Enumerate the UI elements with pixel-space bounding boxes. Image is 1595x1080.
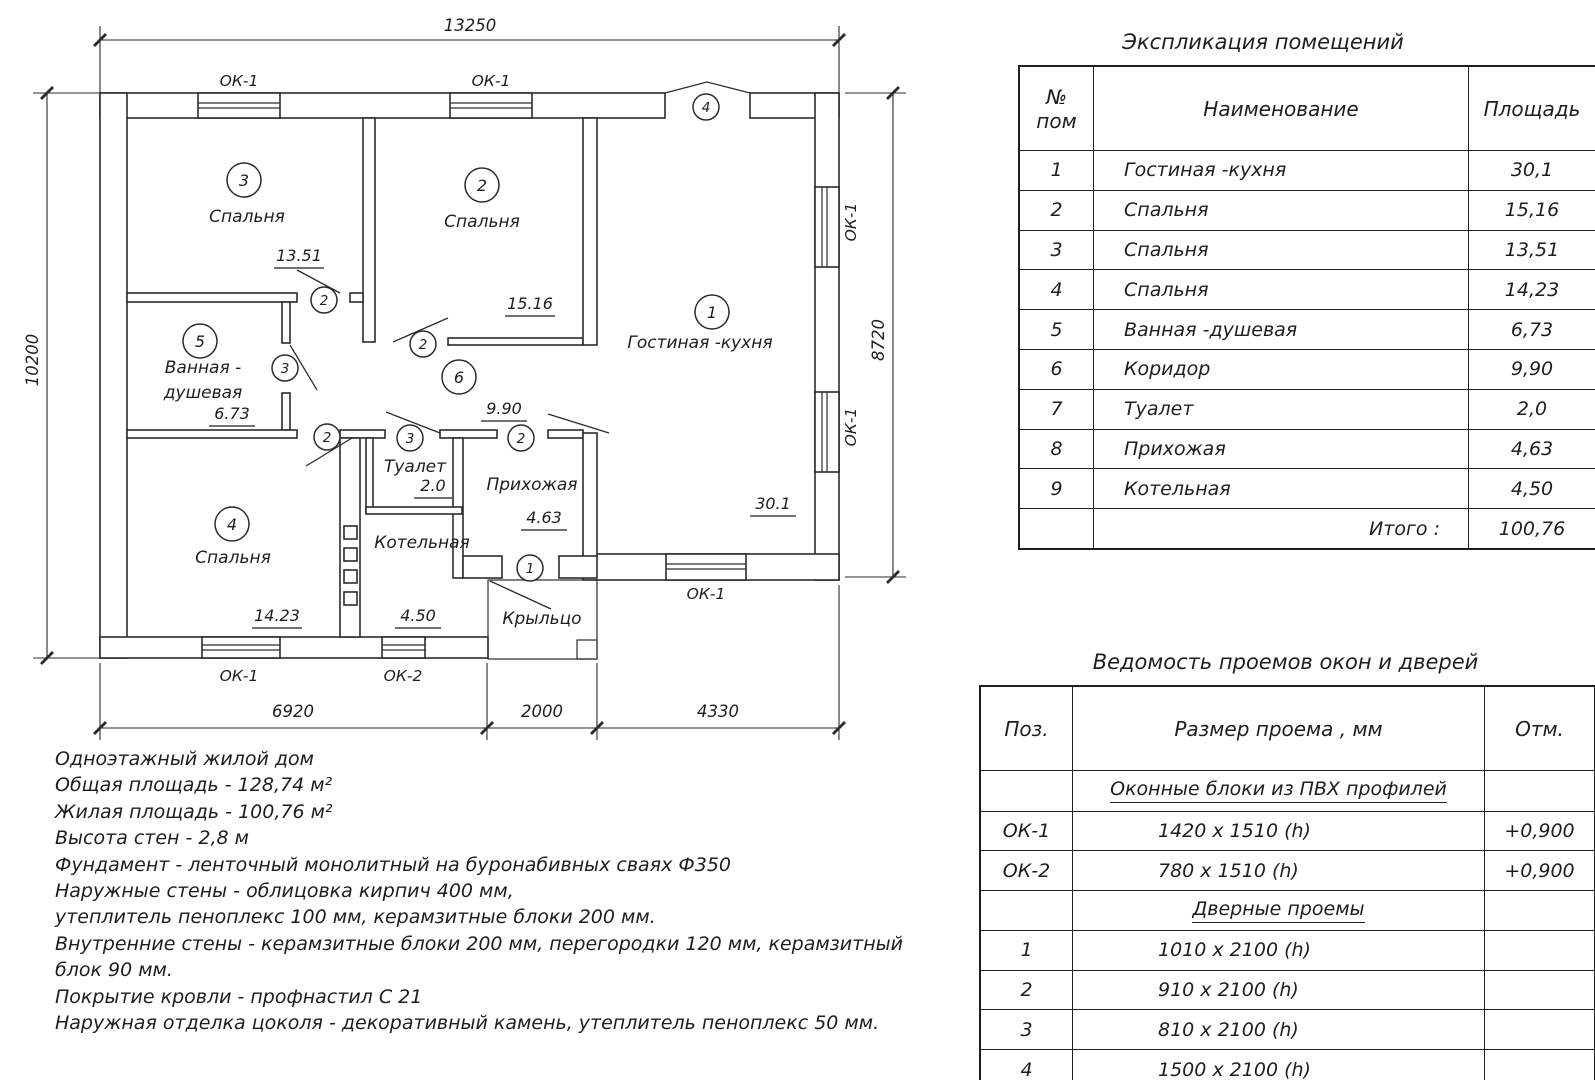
cell-name: Ванная -душевая [1094, 310, 1469, 349]
table-row [1020, 469, 1595, 509]
door-mark: 4 [701, 100, 711, 116]
notes-block [55, 746, 903, 1036]
table-row [1020, 350, 1595, 390]
room-name-bedroom3: Спальня [209, 207, 285, 227]
cell-num: 6 [1020, 350, 1094, 389]
col-header-num-line1: № [1046, 84, 1067, 109]
col-header-num [1020, 67, 1094, 150]
cell-pos-empty [981, 771, 1073, 811]
cell-area: 9,90 [1510, 358, 1554, 381]
window-label-ok1: ОК-1 [842, 202, 860, 242]
total-value: 100,76 [1498, 517, 1566, 540]
table-row [1020, 430, 1595, 470]
table-row [981, 812, 1594, 852]
floor-plan [0, 0, 960, 745]
table-header-row [981, 687, 1594, 771]
cell-area: 30,1 [1510, 159, 1554, 182]
room-num: 6 [453, 368, 465, 387]
window-label-ok1: ОК-1 [219, 72, 259, 90]
door-mark: 1 [525, 561, 535, 577]
cell-name: Прихожая [1094, 430, 1469, 469]
note-line: Внутренние стены - керамзитные блоки 200 мм, перегородки 120 мм, керамзитный [55, 932, 903, 955]
explication-table [1018, 65, 1595, 550]
cell-area: 4,50 [1510, 477, 1554, 500]
cell-num: 1 [1020, 151, 1094, 190]
table-row [981, 971, 1594, 1011]
explication-title: Экспликация помещений [1122, 30, 1404, 54]
cell-name: Спальня [1094, 191, 1469, 230]
col-header-name: Наименование [1094, 67, 1469, 150]
cell-name: Котельная [1094, 469, 1469, 508]
cell-num: 3 [1020, 231, 1094, 270]
room-num: 5 [194, 332, 206, 351]
note-line: утеплитель пеноплекс 100 мм, керамзитные блоки 200 мм. [55, 906, 656, 929]
room-area-boiler: 4.50 [400, 606, 436, 625]
total-label: Итого : [1094, 509, 1469, 548]
table-header-row [1020, 67, 1595, 151]
room-name-living: Гостиная -кухня [627, 333, 773, 353]
table-row [1020, 151, 1595, 191]
cell-pos: 3 [981, 1010, 1073, 1049]
table-row [981, 1050, 1594, 1080]
room-name-bedroom2: Спальня [444, 212, 520, 232]
cell-num: 8 [1020, 430, 1094, 469]
cell-pos: 1 [981, 931, 1073, 970]
cell-pos: 2 [981, 971, 1073, 1010]
cell-area: 13,51 [1504, 238, 1560, 261]
cell-size: 1500 x 2100 (h) [1073, 1050, 1485, 1080]
col-header-size: Размер проема , мм [1073, 687, 1485, 770]
cell-mark: +0,900 [1504, 819, 1575, 842]
cell-num-empty [1020, 509, 1094, 548]
dim-top: 13250 [443, 16, 497, 35]
window-label-ok1: ОК-1 [686, 585, 726, 603]
col-header-mark: Отм. [1515, 716, 1564, 741]
openings-table [979, 685, 1595, 1080]
cell-name: Спальня [1094, 231, 1469, 270]
room-name-wc: Туалет [383, 457, 447, 477]
cell-size: 910 x 2100 (h) [1073, 971, 1485, 1010]
note-line: Общая площадь - 128,74 м² [55, 774, 333, 797]
room-area-bedroom3: 13.51 [276, 246, 322, 265]
room-area-hall: 4.63 [526, 508, 562, 527]
cell-mark [1485, 1050, 1594, 1080]
note-line: Жилая площадь - 100,76 м² [55, 800, 333, 823]
cell-mark-empty [1485, 891, 1594, 930]
table-row [981, 851, 1594, 891]
dim-bottom-right: 4330 [697, 702, 739, 721]
window-label-ok2: ОК-2 [383, 667, 423, 685]
table-row [1020, 390, 1595, 430]
cell-area: 15,16 [1504, 199, 1560, 222]
cell-mark-empty [1485, 771, 1594, 811]
room-area-bath: 6.73 [214, 404, 250, 423]
note-line: Одноэтажный жилой дом [55, 748, 314, 770]
room-area-bedroom2: 15.16 [507, 294, 553, 313]
section-row-windows [981, 771, 1594, 812]
room-name-bedroom4: Спальня [195, 548, 271, 568]
window-label-ok1: ОК-1 [471, 72, 511, 90]
door-mark: 2 [322, 430, 332, 446]
window-label-ok1: ОК-1 [219, 667, 259, 685]
room-name-hall: Прихожая [486, 475, 578, 495]
cell-area: 6,73 [1510, 318, 1554, 341]
cell-mark [1485, 1010, 1594, 1049]
cell-num: 7 [1020, 390, 1094, 429]
door-mark: 2 [516, 431, 526, 447]
room-area-corridor: 9.90 [486, 399, 522, 418]
terrace-door-peak [665, 82, 750, 93]
dim-bottom-mid: 2000 [521, 702, 563, 721]
cell-num: 9 [1020, 469, 1094, 508]
cell-mark [1485, 971, 1594, 1010]
cell-size: 810 x 2100 (h) [1073, 1010, 1485, 1049]
note-line: Высота стен - 2,8 м [55, 827, 250, 850]
table-row [981, 931, 1594, 971]
dim-bottom-left: 6920 [272, 702, 314, 721]
cell-mark: +0,900 [1504, 859, 1575, 882]
cell-name: Коридор [1094, 350, 1469, 389]
cell-name: Туалет [1094, 390, 1469, 429]
table-row [1020, 231, 1595, 271]
cell-name: Спальня [1094, 270, 1469, 309]
cell-area: 2,0 [1516, 398, 1548, 421]
cell-num: 5 [1020, 310, 1094, 349]
openings-title: Ведомость проемов окон и дверей [1092, 650, 1479, 674]
cell-pos: 4 [981, 1050, 1073, 1080]
cell-area: 4,63 [1510, 437, 1554, 460]
col-header-pos: Поз. [981, 687, 1073, 770]
table-total-row [1020, 509, 1595, 548]
note-line: Покрытие кровли - профнастил С 21 [55, 985, 423, 1008]
col-header-num-line2: пом [1036, 108, 1077, 133]
cell-area: 14,23 [1504, 278, 1560, 301]
table-row [1020, 310, 1595, 350]
window-label-ok1: ОК-1 [842, 407, 860, 447]
table-row [1020, 270, 1595, 310]
room-area-living: 30.1 [755, 494, 791, 513]
cell-size: 1010 x 2100 (h) [1073, 931, 1485, 970]
room-name-boiler: Котельная [374, 533, 470, 553]
section-label-windows [1073, 771, 1485, 811]
door-mark: 3 [280, 361, 290, 377]
section-row-doors [981, 891, 1594, 931]
cell-mark [1485, 931, 1594, 970]
section-label-doors [1073, 891, 1485, 930]
door-mark: 2 [319, 293, 329, 309]
room-num: 2 [476, 176, 488, 195]
room-name-bath-1: Ванная - [164, 358, 242, 378]
cell-num: 2 [1020, 191, 1094, 230]
cell-pos-empty [981, 891, 1073, 930]
cell-size: 1420 x 1510 (h) [1073, 812, 1485, 851]
cell-name: Гостиная -кухня [1094, 151, 1469, 190]
room-num: 3 [238, 171, 250, 190]
note-line: Фундамент - ленточный монолитный на буронабивных сваях Ф350 [55, 853, 732, 876]
table-row [1020, 191, 1595, 231]
cell-num: 4 [1020, 270, 1094, 309]
room-area-wc: 2.0 [420, 476, 446, 495]
note-line: Наружная отделка цоколя - декоративный камень, утеплитель пеноплекс 50 мм. [55, 1012, 880, 1035]
door-mark: 3 [405, 431, 415, 447]
cell-pos: ОК-2 [981, 851, 1073, 890]
room-num: 4 [226, 515, 238, 534]
dim-right: 8720 [869, 319, 888, 361]
cell-pos: ОК-1 [981, 812, 1073, 851]
table-row [981, 1010, 1594, 1050]
cell-size: 780 x 1510 (h) [1073, 851, 1485, 890]
section-label-text: Оконные блоки из ПВХ профилей [1110, 778, 1447, 803]
section-label-text: Дверные проемы [1192, 898, 1364, 923]
room-num: 1 [706, 303, 718, 322]
room-name-porch: Крыльцо [502, 609, 582, 629]
col-header-area: Площадь [1483, 96, 1581, 121]
door-mark: 2 [418, 337, 428, 353]
room-name-bath-2: душевая [163, 383, 243, 403]
room-area-bedroom4: 14.23 [254, 606, 300, 625]
note-line: блок 90 мм. [55, 959, 173, 982]
dim-left: 10200 [23, 333, 42, 387]
note-line: Наружные стены - облицовка кирпич 400 мм, [55, 880, 514, 903]
